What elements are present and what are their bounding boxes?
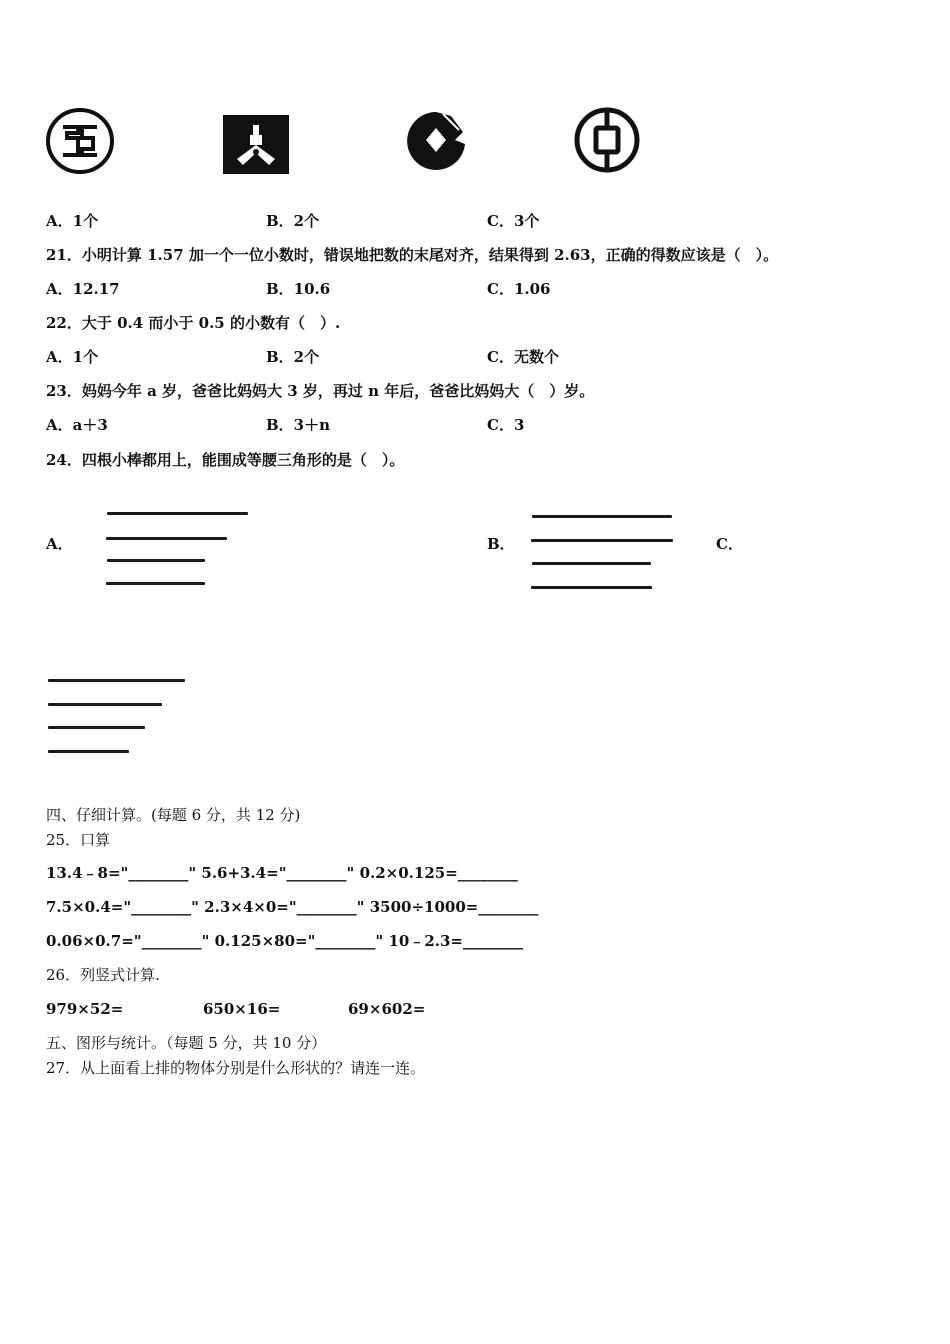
ccb-logo-icon <box>223 115 289 174</box>
q22-option-a: A．1个 <box>46 348 99 366</box>
q24-label-a: A． <box>46 535 73 553</box>
q21-question: 21．小明计算 1.57 加一个一位小数时，错误地把数的末尾对齐，结果得到 2.63，正确的得数应该是（ ）。 <box>46 246 779 264</box>
q25-row-2: 7.5×0.4="________" 2.3×4×0="________" 3500÷1000=________ <box>46 898 539 916</box>
q25-row-1: 13.4﹣8="________" 5.6+3.4="________" 0.2×0.125=________ <box>46 864 518 882</box>
q26-item-1: 979×52= <box>46 1000 124 1018</box>
construction-coin-logo-icon <box>403 108 469 172</box>
q21-option-c: C．1.06 <box>487 280 551 298</box>
q20-option-a: A．1个 <box>46 212 99 230</box>
boc-logo-icon <box>573 106 641 174</box>
q26-title: 26．列竖式计算. <box>46 966 160 984</box>
icbc-logo-icon <box>45 107 117 175</box>
q23-option-c: C．3 <box>487 416 525 434</box>
q24-question: 24．四根小棒都用上，能围成等腰三角形的是（ ）。 <box>46 451 405 469</box>
q20-option-b: B．2个 <box>266 212 320 230</box>
section-4-title: 四、仔细计算。(每题 6 分，共 12 分) <box>46 806 301 824</box>
q25-title: 25．口算 <box>46 831 111 849</box>
q23-option-a: A．a＋3 <box>46 416 108 434</box>
q20-option-c: C．3个 <box>487 212 540 230</box>
q26-item-2: 650×16= <box>203 1000 281 1018</box>
q27-question: 27．从上面看上排的物体分别是什么形状的？请连一连。 <box>46 1059 426 1077</box>
q23-option-b: B．3＋n <box>266 416 331 434</box>
q22-question: 22．大于 0.4 而小于 0.5 的小数有（ ）. <box>46 314 341 332</box>
q23-question: 23．妈妈今年 a 岁，爸爸比妈妈大 3 岁，再过 n 年后，爸爸比妈妈大（ ）岁。 <box>46 382 595 400</box>
q21-option-a: A．12.17 <box>46 280 120 298</box>
q22-option-c: C．无数个 <box>487 348 559 366</box>
section-5-title: 五、图形与统计。（每题 5 分，共 10 分） <box>46 1034 327 1052</box>
q25-row-3: 0.06×0.7="________" 0.125×80="________" 10﹣2.3=________ <box>46 932 523 950</box>
q24-label-c: C． <box>716 535 743 553</box>
q24-label-b: B． <box>487 535 515 553</box>
q21-option-b: B．10.6 <box>266 280 331 298</box>
q22-option-b: B．2个 <box>266 348 320 366</box>
q26-item-3: 69×602= <box>348 1000 426 1018</box>
